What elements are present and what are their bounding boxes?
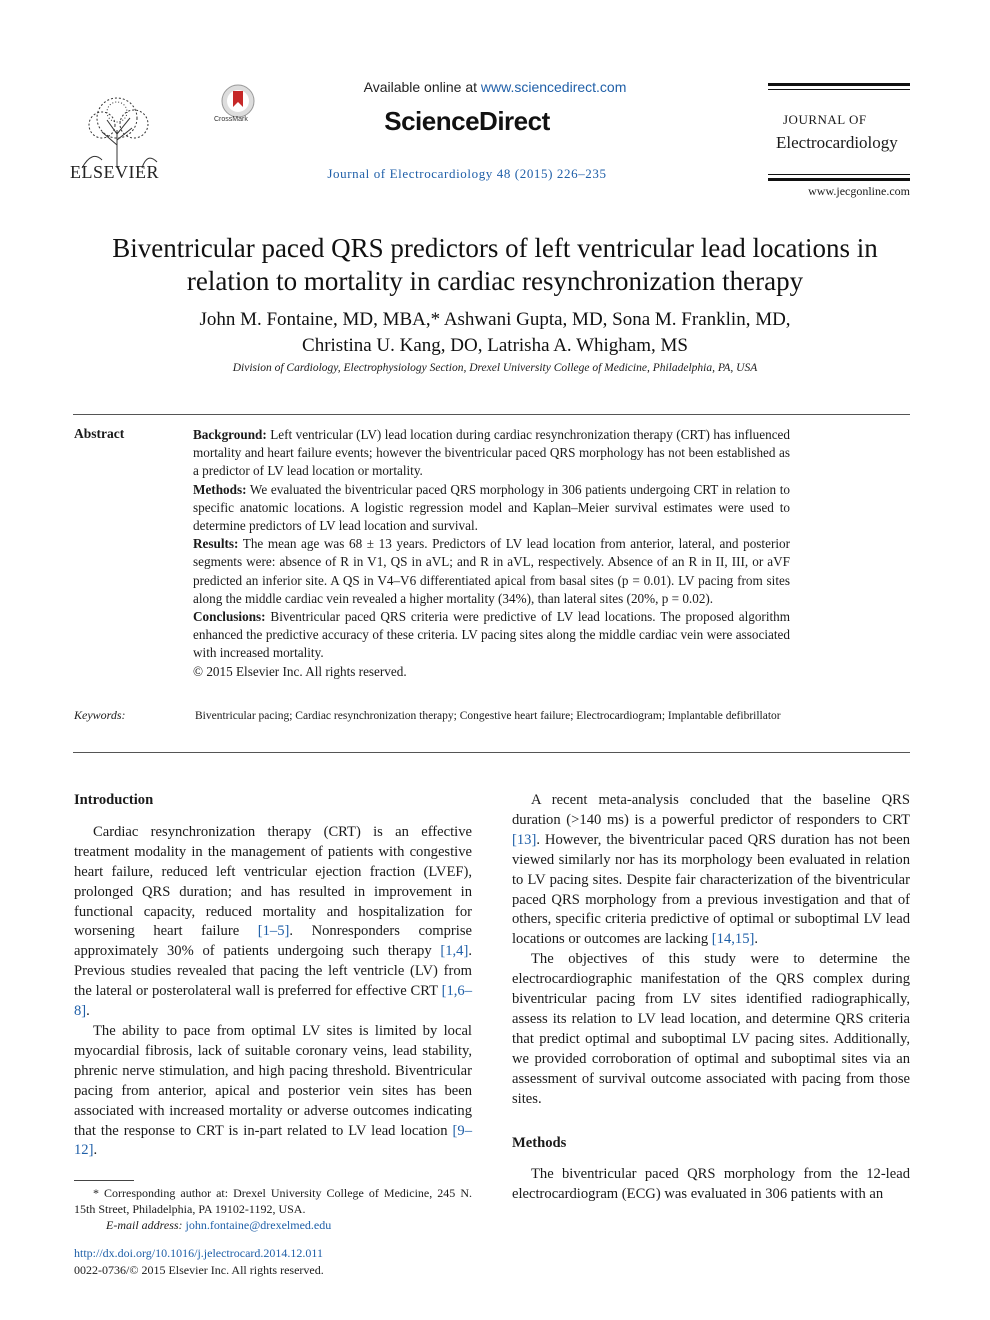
author-list xyxy=(60,307,930,359)
intro-p3-text-a: A recent meta-analysis concluded that the baseline QRS duration (>140 ms) is a powerful predictor of responders to CRT xyxy=(512,792,910,828)
footnote-rule xyxy=(74,1180,134,1181)
sciencedirect-brand: ScienceDirect xyxy=(384,106,550,136)
abstract-copyright: © 2015 Elsevier Inc. All rights reserved. xyxy=(193,663,407,679)
title-line-1: Biventricular paced QRS predictors of left ventricular lead locations in xyxy=(112,233,878,263)
intro-p1-text-c: . Previous studies revealed that pacing the left ventricle (LV) from the lateral or posterolateral wall is preferred for effective CRT xyxy=(74,943,472,1000)
journal-rule-bottom-thin xyxy=(768,174,910,175)
issn-copyright: 0022-0736/© 2015 Elsevier Inc. All rights reserved. xyxy=(74,1263,324,1277)
journal-of: JOURNAL OF xyxy=(783,112,867,127)
title-line-2: relation to mortality in cardiac resynchronization therapy xyxy=(186,266,804,296)
email-line xyxy=(74,1217,472,1233)
abstract-results xyxy=(193,535,790,608)
intro-paragraph-2 xyxy=(74,1022,472,1161)
authors-line-1: John M. Fontaine, MD, MBA,* Ashwani Gupta, MD, Sona M. Franklin, MD, xyxy=(199,309,791,330)
left-column xyxy=(74,791,472,1161)
email-link[interactable]: john.fontaine@drexelmed.edu xyxy=(185,1218,332,1232)
results-head: Results: xyxy=(193,536,239,552)
abstract-top-rule xyxy=(73,414,910,415)
journal-name: Electrocardiology xyxy=(776,133,898,152)
abstract-background xyxy=(193,426,790,481)
intro-p1-text-d: . xyxy=(86,1003,90,1020)
doi-link[interactable]: http://dx.doi.org/10.1016/j.jelectrocard.2014.12.011 xyxy=(74,1246,323,1260)
abstract-label: Abstract xyxy=(74,426,125,441)
journal-citation[interactable]: Journal of Electrocardiology 48 (2015) 226–235 xyxy=(327,166,607,181)
available-online xyxy=(0,79,990,95)
methods-head: Methods: xyxy=(193,481,247,497)
section-heading-methods: Methods xyxy=(512,1134,567,1151)
abstract-bottom-rule xyxy=(73,752,910,753)
available-prefix: Available online at xyxy=(363,79,481,95)
authors-line-2: Christina U. Kang, DO, Latrisha A. Whigham, MS xyxy=(302,335,688,356)
intro-paragraph-1 xyxy=(74,823,472,1022)
intro-p1-text-b: . Nonresponders comprise approximately 30% of patients undergoing such therapy xyxy=(74,923,472,960)
abstract-body xyxy=(193,426,790,681)
abstract-methods xyxy=(193,481,790,536)
intro-p2-text-b: . xyxy=(93,1142,98,1159)
intro-p3-text-c: . xyxy=(754,931,759,948)
journal-rule-bottom xyxy=(768,178,910,181)
section-heading-introduction: Introduction xyxy=(74,792,154,808)
keywords-list: Biventricular pacing; Cardiac resynchronization therapy; Congestive heart failure; Electrocardiogram; Implantable defibrillator xyxy=(195,710,781,722)
ref-link[interactable]: [14,15] xyxy=(711,931,755,948)
background-text: Left ventricular (LV) lead location during cardiac resynchronization therapy (CRT) has influenced mortality and heart failure events; however the biventricular paced QRS morphology has not been established as a predictor of LV lead location or mortality. xyxy=(193,427,790,479)
conclusions-head: Conclusions: xyxy=(193,609,266,625)
ref-link[interactable]: [13] xyxy=(512,831,537,848)
conclusions-text: Biventricular paced QRS criteria were predictive of LV lead locations. The proposed algorithm enhanced the predictive accuracy of these criteria. LV pacing sites along the middle cardiac vein were associated with increased mortality. xyxy=(193,609,790,661)
background-head: Background: xyxy=(193,427,267,442)
methods-text: We evaluated the biventricular paced QRS morphology in 306 patients undergoing CRT in relation to specific anatomic locations. A logistic regression model and Kaplan–Meier survival estimates were used to determine predictors of LV lead location and survival. xyxy=(193,481,790,534)
corresponding-footnote xyxy=(74,1185,472,1233)
publisher-logo-text: ELSEVIER xyxy=(70,162,159,182)
intro-p2-text-a: The ability to pace from optimal LV sites is limited by local myocardial fibrosis, lack of suitable coronary veins, lead stability, phrenic nerve stimulation, and high pacing threshold. Biventricular pacing from anterior, apical and posterior vein sites has been associated with increased mortality or adverse outcomes indicating that the response to CRT is in-part related to LV lead location xyxy=(74,1022,472,1139)
right-column xyxy=(512,791,910,1205)
ref-link[interactable]: [1–5] xyxy=(257,923,290,940)
results-text: The mean age was 68 ± 13 years. Predictors of LV lead location from anterior, lateral, and posterior segments were: absence of R in V1, QS in aVL; and R in aVL, respectively. Absence of an R in II, III, or aVF predicted an inferior site. A QS in V4–V6 differentiated apical from basal sites (p = 0.01). LV pacing from sites along the middle cardiac vein revealed a higher mortality (34%), than lateral sites (20%, p = 0.02). xyxy=(193,536,790,606)
corresponding-author: * Corresponding author at: Drexel University College of Medicine, 245 N. 15th Street, Philadelphia, PA 19102-1192, USA. xyxy=(74,1186,472,1216)
intro-p3-text-b: . However, the biventricular paced QRS duration has not been viewed similarly nor has its morphology been evaluated in relation to LV pacing sites. Despite fair characterization of the biventricular paced QRS morphology from a previous investigation and that of others, specific criteria predictive of optimal or suboptimal LV lead locations or outcomes are lacking xyxy=(512,831,910,948)
journal-rule-top-thin xyxy=(768,89,910,90)
ref-link[interactable]: [1,4] xyxy=(440,943,469,960)
intro-paragraph-4: The objectives of this study were to determine the electrocardiographic manifestation of the QRS complex during biventricular pacing from LV sites identified radiographically, assess its relation to LV lead location, and determine QRS criteria that predict optimal and suboptimal LV pacing sites. Additionally, we provided corroboration of optimal and suboptimal sites via an assessment of survival outcome associated with pacing from those sites. xyxy=(512,951,910,1107)
intro-p1-text-a: Cardiac resynchronization therapy (CRT) is an effective treatment modality in the management of patients with congestive heart failure, reduced left ventricular ejection fraction (LVEF), prolonged QRS duration; and has resulted in improvement in functional capacity, reduced mortality and hospitalization for worsening heart failure xyxy=(74,823,472,940)
crossmark-label: CrossMark xyxy=(214,116,248,123)
journal-website[interactable]: www.jecgonline.com xyxy=(808,184,910,198)
article-title xyxy=(60,232,930,298)
keywords-label: Keywords: xyxy=(74,708,126,722)
abstract-conclusions xyxy=(193,608,790,663)
email-label: E-mail address: xyxy=(106,1218,183,1232)
methods-paragraph-1: The biventricular paced QRS morphology from the 12-lead electrocardiogram (ECG) was evaluated in 306 patients with an xyxy=(512,1166,910,1203)
sciencedirect-link[interactable]: www.sciencedirect.com xyxy=(480,79,627,95)
affiliation: Division of Cardiology, Electrophysiology Section, Drexel University College of Medicine, Philadelphia, PA, USA xyxy=(232,362,758,374)
intro-paragraph-3 xyxy=(512,791,910,950)
ref-link[interactable]: [1,6–8] xyxy=(74,983,472,1020)
journal-rule-top xyxy=(768,83,910,86)
ref-link[interactable]: [9–12] xyxy=(74,1122,472,1159)
